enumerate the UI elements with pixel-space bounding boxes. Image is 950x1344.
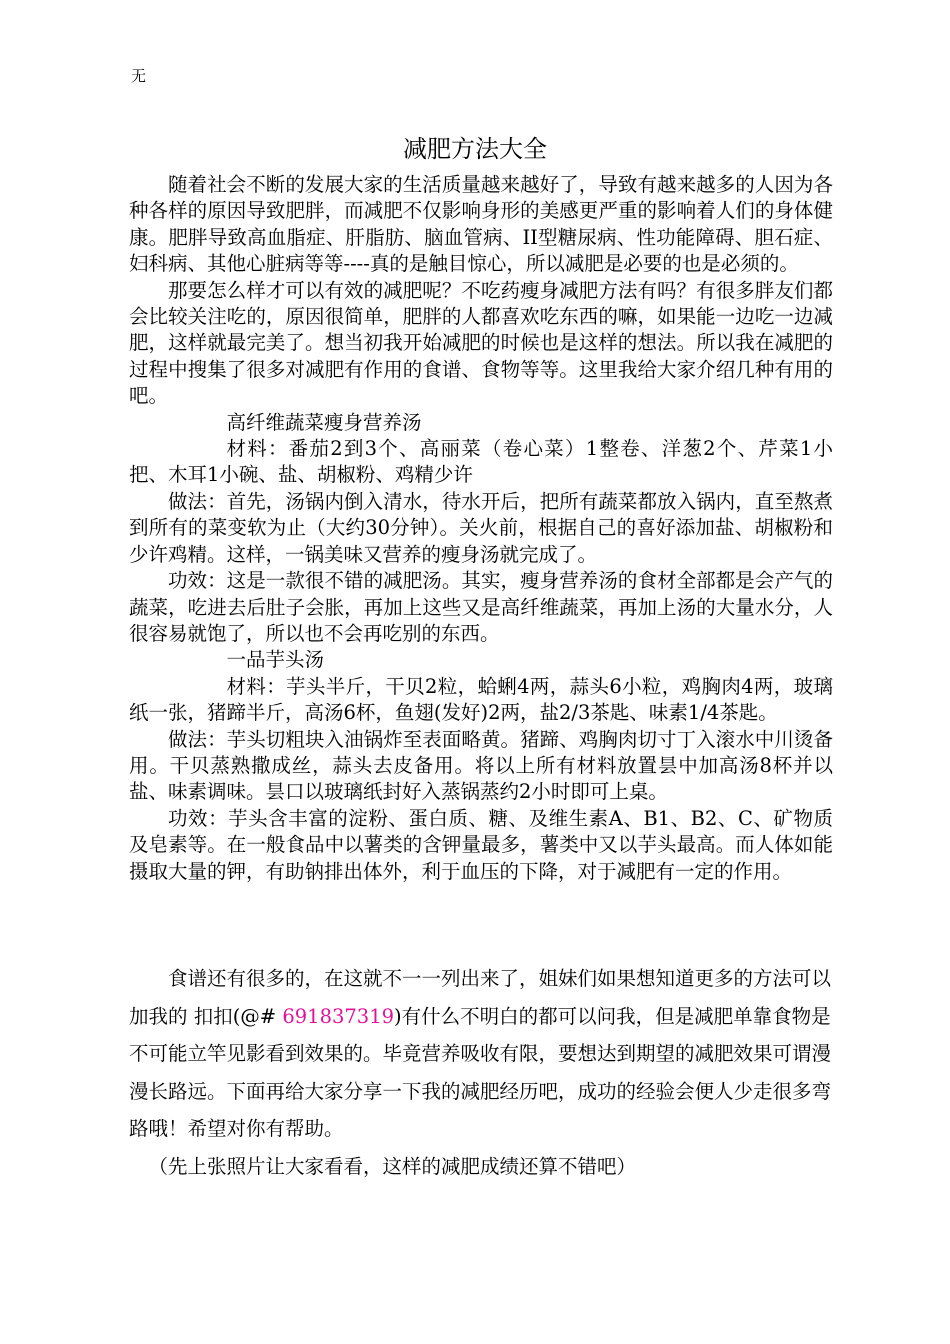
recipe-2-effect: 功效：芋头含丰富的淀粉、蛋白质、糖、及维生素A、B1、B2、C、矿物质及皂素等。在一般食品中以薯类的含钾量最多，薯类中又以芋头最高。而人体如能摄取大量的钾，有助钠排出体外，利于血压的下降，对于减肥有一定的作用。 — [129, 806, 833, 883]
question-paragraph: 那要怎么样才可以有效的减肥呢？不吃药瘦身减肥方法有吗？有很多胖友们都会比较关注吃的，原因很简单，肥胖的人都喜欢吃东西的嘛，如果能一边吃一边减肥，这样就最完美了。想当初我开始减肥的时候也是这样的想法。所以我在减肥的过程中搜集了很多对减肥有作用的食谱、食物等等。这里我给大家介绍几种有用的吧。 — [129, 278, 833, 408]
page-header: 无 — [131, 67, 147, 85]
closing-section — [129, 960, 833, 1186]
qq-number: 691837319 — [282, 1004, 395, 1028]
document-title: 减肥方法大全 — [403, 135, 547, 163]
photo-note: （先上张照片让大家看看，这样的减肥成绩还算不错吧） — [148, 1154, 637, 1178]
article-body — [129, 172, 833, 885]
intro-paragraph: 随着社会不断的发展大家的生活质量越来越好了，导致有越来越多的人因为各种各样的原因导致肥胖，而减肥不仅影响身形的美感更严重的影响着人们的身体健康。肥胖导致高血脂症、肝脂肪、脑血管病、II型糖尿病、性功能障碍、胆石症、妇科病、其他心脏病等等----真的是触目惊心，所以减肥是必要的也是必须的。 — [129, 173, 833, 276]
closing-paragraph — [129, 960, 833, 1148]
recipe-1-title: 高纤维蔬菜瘦身营养汤 — [226, 410, 422, 434]
recipe-2-ingredients: 材料：芋头半斤，干贝2粒，蛤蜊4两，蒜头6小粒，鸡胸肉4两，玻璃纸一张，猪蹄半斤，高汤6杯，鱼翅(发好)2两，盐2/3茶匙、味素1/4茶匙。 — [129, 674, 833, 725]
closing-text-after: )有什么不明白的都可以问我，但是减肥单靠食物是不可能立竿见影看到效果的。毕竟营养吸收有限，要想达到期望的减肥效果可谓漫漫长路远。下面再给大家分享一下我的减肥经历吧，成功的经验会便人少走很多弯路哦！希望对你有帮助。 — [129, 1004, 832, 1141]
recipe-2-title: 一品芋头汤 — [226, 648, 325, 672]
recipe-1-method: 做法：首先，汤锅内倒入清水，待水开后，把所有蔬菜都放入锅内，直至熬煮到所有的菜变软为止（大约30分钟）。关火前，根据自己的喜好添加盐、胡椒粉和少许鸡精。这样，一锅美味又营养的瘦身汤就完成了。 — [129, 489, 833, 566]
closing-text-before: 食谱还有很多的，在这就不一一列出来了，姐妹们如果想知道更多的方法可以加我的 扣扣(@# — [129, 967, 832, 1028]
recipe-1-ingredients: 材料：番茄2到3个、高丽菜（卷心菜）1整卷、洋葱2个、芹菜1小把、木耳1小碗、盐、胡椒粉、鸡精少许 — [129, 437, 833, 487]
recipe-1-effect: 功效：这是一款很不错的减肥汤。其实，瘦身营养汤的食材全部都是会产气的蔬菜，吃进去后肚子会胀，再加上这些又是高纤维蔬菜，再加上汤的大量水分，人很容易就饱了，所以也不会再吃别的东西。 — [129, 569, 833, 645]
recipe-2-method: 做法：芋头切粗块入油锅炸至表面略黄。猪蹄、鸡胸肉切寸丁入滚水中川烫备用。干贝蒸熟撒成丝，蒜头去皮备用。将以上所有材料放置昙中加高汤8杯并以盐、味素调味。昙口以玻璃纸封好入蒸锅蒸约2小时即可上桌。 — [129, 727, 833, 804]
